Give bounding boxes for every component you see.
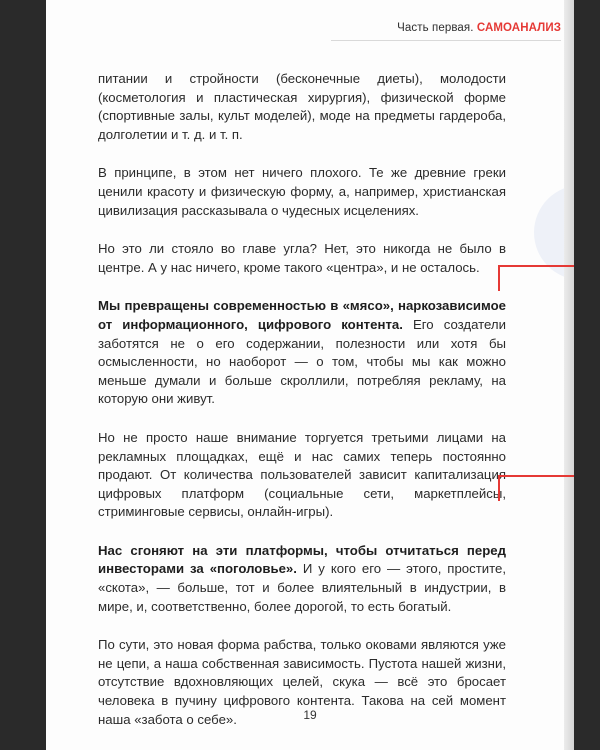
paragraph-text: Его создатели заботятся не о его содержании, полезности или хотя бы осмысленности, но наоборот — о том, чтобы мы как можно меньше думали и больше скроллили, потребляя рекламу, на которую они живут. (98, 316, 506, 407)
paragraph (98, 429, 506, 522)
highlight-marker (498, 265, 574, 291)
running-header (46, 22, 561, 34)
paragraph-text: Но не просто наше внимание торгуется третьими лицами на рекламных площадках, ещё и нас самих теперь постоянно продают. От количества пользователей зависит капитализация цифровых платформ (социальные сети, маркетплейсы, стриминговые сервисы, онлайн-игры). (98, 429, 506, 520)
highlight-marker (498, 475, 574, 501)
paragraph-text: питании и стройности (бесконечные диеты), молодости (косметология и пластическая хирургия), физической форме (спортивные залы, культ моделей), моде на предметы гардероба, долголетии и т. д. и т. п. (98, 71, 506, 142)
header-section: САМОАНАЛИЗ (476, 22, 561, 34)
paragraph-text: В принципе, в этом нет ничего плохого. Те же древние греки ценили красоту и физическую форму, а, например, христианская цивилизация рассказывала о чудесных исцелениях. (98, 165, 506, 218)
paragraph-text: По сути, это новая форма рабства, только оковами являются уже не цепи, а наша собственная зависимость. Пустота нашей жизни, отсутствие вдохновляющих целей, скука — всё это бросает человека в пучину цифрового контента. Такова на сей момент наша «забота о себе». (98, 637, 506, 727)
page-edge (564, 0, 574, 750)
paragraph-emphasis: Мы превращены современностью в «мясо», наркозависимое от информационного, цифрового контента. (98, 298, 506, 332)
body-text (98, 70, 506, 749)
header-rule (331, 40, 561, 41)
paragraph-emphasis: Нас сгоняют на эти платформы, чтобы отчитаться перед инвесторами за «поголовье». (98, 542, 506, 577)
paragraph-text: Но это ли стояло во главе угла? Нет, это никогда не было в центре. А у нас ничего, кроме такого «центра», и не осталось. (98, 241, 506, 275)
paragraph-text: И у кого его — этого, простите, «скота», — больше, тот и более влиятельный в индустрии, в мире, и, соответственно, более дорогой, то есть богатый. (98, 561, 506, 614)
header-part: Часть первая. (397, 22, 474, 34)
paragraph (98, 297, 506, 409)
paragraph (98, 542, 506, 616)
paragraph (98, 70, 506, 144)
paragraph (98, 240, 506, 277)
page-number: 19 (303, 708, 317, 722)
book-page (46, 0, 574, 750)
paragraph (98, 164, 506, 220)
